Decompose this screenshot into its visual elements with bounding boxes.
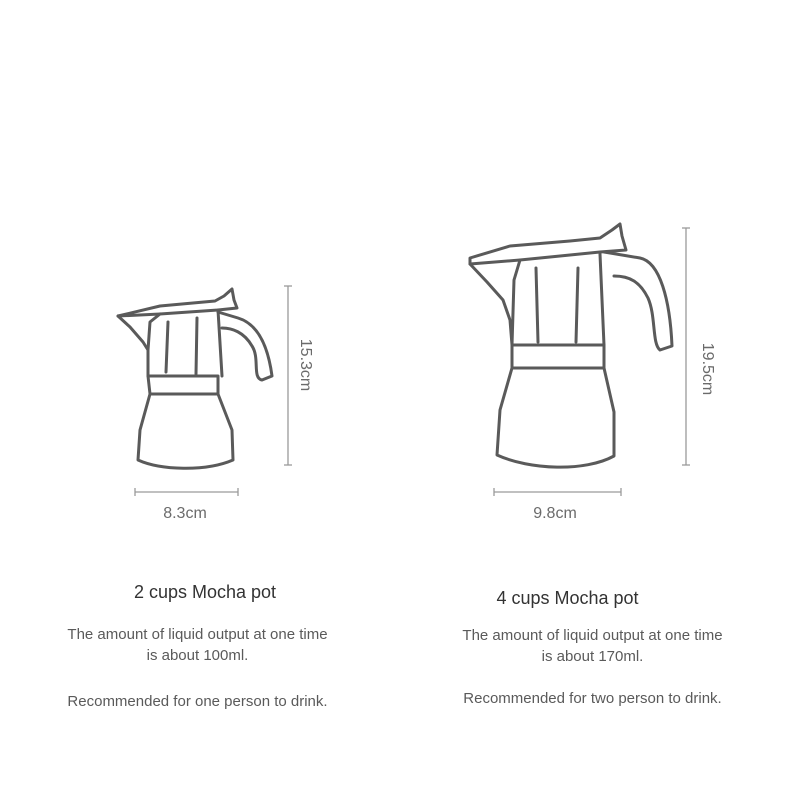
product-title-large: 4 cups Mocha pot: [496, 588, 639, 608]
large-width-label: 9.8cm: [533, 505, 577, 522]
output-description-small-line2: is about 100ml.: [146, 647, 249, 664]
large-height-label: 19.5cm: [699, 342, 716, 396]
product-title-small: 2 cups Mocha pot: [133, 582, 277, 602]
moka-pot-large-icon: [470, 224, 672, 467]
output-description-large-line1: The amount of liquid output at one time: [462, 627, 723, 644]
moka-pot-small-icon: [118, 289, 272, 468]
recommendation-small: Recommended for one person to drink.: [67, 693, 328, 710]
dimension-lines: [135, 228, 690, 496]
output-description-small-line1: The amount of liquid output at one time: [67, 626, 328, 643]
small-height-label: 15.3cm: [297, 338, 314, 392]
small-width-label: 8.3cm: [163, 505, 207, 522]
recommendation-large: Recommended for two person to drink.: [463, 690, 722, 707]
output-description-large-line2: is about 170ml.: [541, 648, 644, 665]
